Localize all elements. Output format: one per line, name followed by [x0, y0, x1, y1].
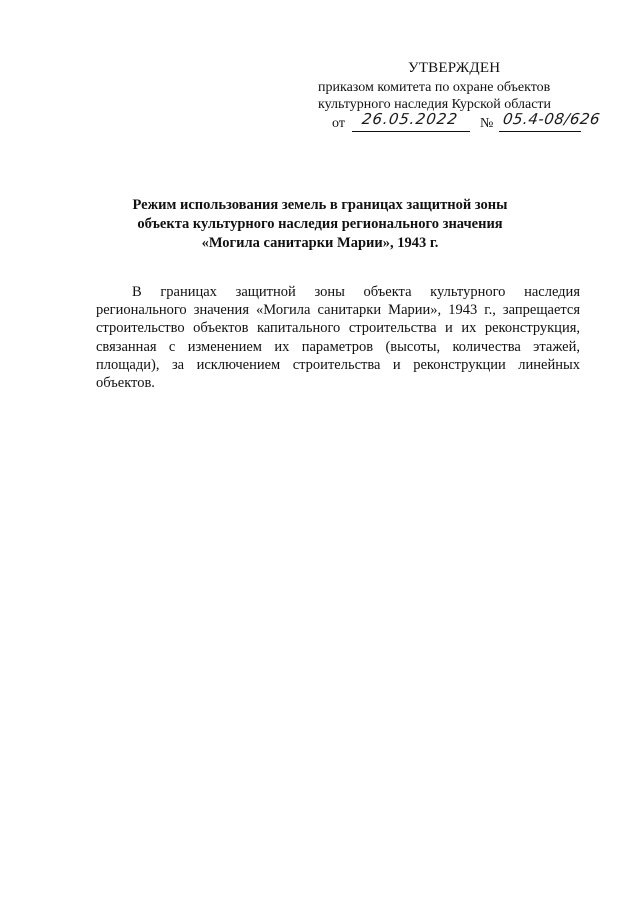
approval-block: [318, 60, 602, 134]
date-field: [352, 110, 470, 132]
number-field: [499, 110, 602, 132]
handwritten-number: 05.4-08/626: [501, 110, 602, 128]
approval-title: УТВЕРЖДЕН: [408, 60, 501, 76]
title-line-2: объекта культурного наследия регионального значения: [137, 216, 503, 232]
body-paragraph: В границах защитной зоны объекта культурного наследия регионального значения «Могила санитарки Марии», 1943 г., запрещается строительство объектов капитального строительства и их реконструкция, связанная с изменением их параметров (высоты, количества этажей, площади), за исключением строительства и реконструкции линейных объектов.: [96, 284, 580, 392]
number-sign: №: [479, 116, 494, 131]
date-prefix: от: [332, 116, 345, 131]
document-title: [60, 196, 580, 253]
approval-date-number-row: [332, 110, 602, 134]
title-line-1: Режим использования земель в границах защитной зоны: [132, 197, 508, 213]
title-line-3: «Могила санитарки Марии», 1943 г.: [201, 235, 439, 251]
approval-order-line: приказом комитета по охране объектов: [318, 80, 551, 95]
approval-committee-line: культурного наследия Курской области: [318, 97, 552, 112]
handwritten-date: 26.05.2022: [361, 110, 460, 128]
